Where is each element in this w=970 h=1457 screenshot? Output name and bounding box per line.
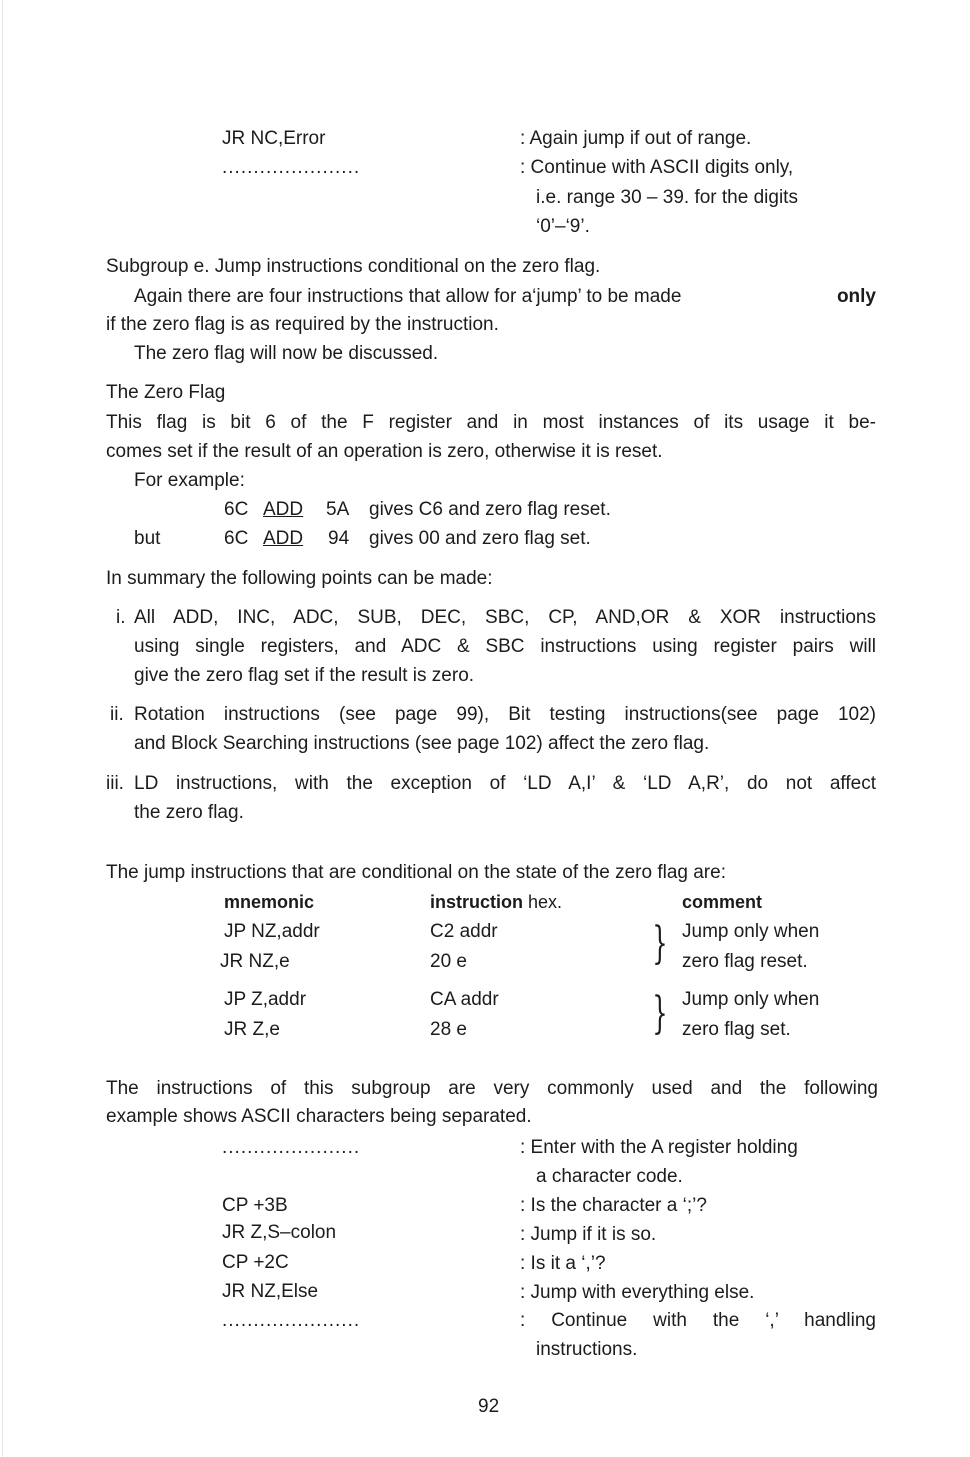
code-comment: : Is the character a ‘;’? xyxy=(520,1195,707,1216)
para-text: This flag is bit 6 of the F register and in most instances of its usage it be- xyxy=(106,412,876,433)
right-brace-icon: } xyxy=(652,988,668,1039)
code-comment: : Is it a ‘,’? xyxy=(520,1253,606,1274)
para-four-instructions xyxy=(134,286,876,309)
code-comment: : Again jump if out of range. xyxy=(520,128,752,149)
code-ellipsis: ...................... xyxy=(222,1310,361,1331)
code-line: JR NC,Error xyxy=(222,128,326,149)
right-brace-icon: } xyxy=(652,918,668,969)
summary-intro: In summary the following points can be made: xyxy=(106,568,493,589)
code-line: CP +3B xyxy=(222,1195,288,1216)
para-text: Again there are four instructions that allow for a‘jump’ to be made xyxy=(134,286,682,307)
code-comment-cont: ‘0’–‘9’. xyxy=(536,216,590,237)
code-ellipsis: ...................... xyxy=(222,157,361,178)
section-heading-zero-flag: The Zero Flag xyxy=(106,382,226,403)
page-edge-shadow xyxy=(2,0,3,1457)
page-number: 92 xyxy=(478,1396,500,1417)
para-bold-word: only xyxy=(836,286,876,307)
column-header-hex: instruction hex. xyxy=(430,892,563,912)
code-line: JR Z,S–colon xyxy=(222,1222,337,1243)
code-comment-cont: instructions. xyxy=(536,1339,638,1360)
table-intro: The jump instructions that are conditional on the state of the zero flag are: xyxy=(106,862,726,883)
code-comment: : Continue with the ‘,’ handling xyxy=(520,1310,876,1331)
point-number: i. xyxy=(116,607,126,628)
code-line: JR NZ,Else xyxy=(222,1281,319,1302)
para-text: The instructions of this subgroup are very commonly used and the following xyxy=(106,1078,878,1099)
code-comment: : Enter with the A register holding xyxy=(520,1137,798,1158)
code-ellipsis: ...................... xyxy=(222,1137,361,1158)
for-example-label: For example: xyxy=(134,470,245,491)
para-text: The zero flag will now be discussed. xyxy=(134,343,439,364)
point-number: iii. xyxy=(106,773,124,794)
code-comment: : Jump if it is so. xyxy=(520,1224,657,1245)
para-text: example shows ASCII characters being separated. xyxy=(106,1106,532,1127)
para-text: if the zero flag is as required by the instruction. xyxy=(106,314,499,335)
code-comment-cont: a character code. xyxy=(536,1166,683,1187)
column-header-comment: comment xyxy=(682,892,763,912)
code-comment: : Jump with everything else. xyxy=(520,1282,755,1303)
column-header-mnemonic: mnemonic xyxy=(224,892,315,912)
point-number: ii. xyxy=(110,704,124,725)
code-comment-cont: i.e. range 30 – 39. for the digits xyxy=(536,187,798,208)
para-text: comes set if the result of an operation is zero, otherwise it is reset. xyxy=(106,441,663,462)
code-line: CP +2C xyxy=(222,1252,289,1273)
code-comment: : Continue with ASCII digits only, xyxy=(520,157,794,178)
subgroup-heading: Subgroup e. Jump instructions conditional on the zero flag. xyxy=(106,256,601,277)
